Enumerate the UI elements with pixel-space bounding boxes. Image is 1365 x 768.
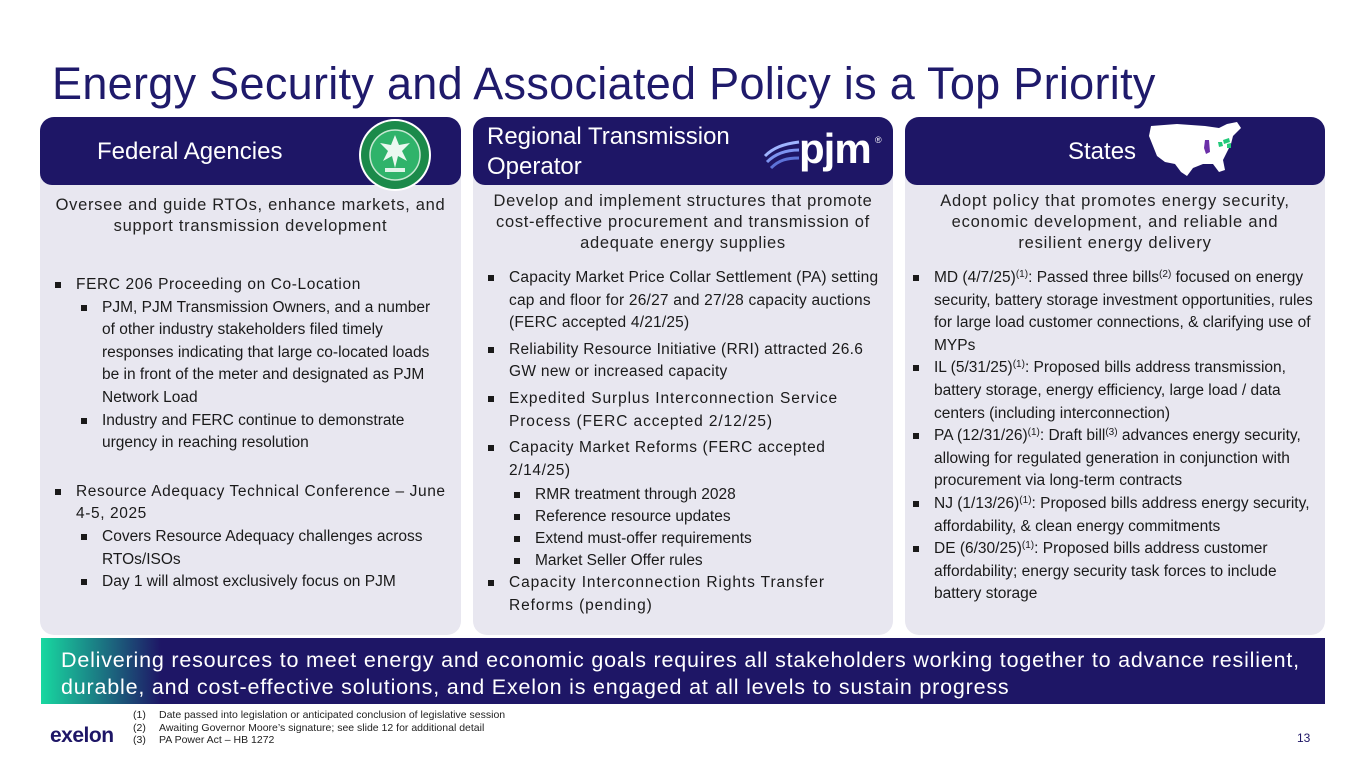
footnote: (1) Date passed into legislation or anticipated conclusion of legislative session [133,709,506,721]
regional-transmission-header [473,117,893,185]
list-item: Capacity Market Reforms (FERC accepted 2/14/25) RMR treatment through 2028 Reference resource updates Extend must-offer requirements Market Seller Offer rules [487,437,887,572]
regional-transmission-subhead: Develop and implement structures that promote cost-effective procurement and transmission of adequate energy supplies [493,192,873,252]
regional-transmission-list [487,267,887,618]
states-header [905,117,1325,185]
pjm-logo [763,125,883,175]
list-item: MD $(4/7/25)^{(1)}$: Passed three bills$^{(2)}$ focused on energy security, battery storage investment opportunities, rules for large load customer connections, & clarifying use of MYPs [912,267,1325,357]
federal-agencies-panel [40,117,461,635]
list-item: Covers Resource Adequacy challenges across RTOs/ISOs [80,526,453,571]
summary-banner [41,638,1325,704]
pjm-swoosh-icon [763,132,803,172]
list-item: Industry and FERC continue to demonstrate urgency in reaching resolution [80,410,453,455]
list-item: Market Seller Offer rules [513,550,887,572]
list-item: PA $(12/31/26)^{(1)}$: Draft bill$^{(3)}$ advances energy security, allowing for regulated generation in conjunction with procurement via long-term contracts [912,425,1325,493]
states-subhead: Adopt policy that promotes energy security, economic development, and reliable and resilient energy delivery [940,192,1290,252]
list-item: IL $(5/31/25)^{(1)}$: Proposed bills address transmission, battery storage, energy efficiency, large load / data centers (including interconnection) [912,357,1325,425]
pjm-wordmark: pjm [799,125,871,172]
federal-agencies-subhead: Oversee and guide RTOs, enhance markets, and support transmission development [55,196,446,235]
list-item: DE $(6/30/25)^{(1)}$: Proposed bills address customer affordability; energy security task forces to include battery storage [912,538,1325,606]
states-title: States [1068,138,1137,165]
us-map-icon [1147,118,1247,182]
regional-transmission-panel [473,117,893,635]
footnote: (2) Awaiting Governor Moore’s signature; see slide 12 for additional detail [133,721,485,734]
page-number: 13 [1297,731,1311,745]
federal-agencies-title: Federal Agencies [97,138,283,165]
federal-agencies-header [40,117,461,185]
states-list [912,267,1325,606]
slide-title: Energy Security and Associated Policy is a Top Priority [52,58,1156,109]
regional-transmission-title: Regional Transmission Operator [487,123,730,180]
list-item: FERC 206 Proceeding on Co-Location PJM, PJM Transmission Owners, and a number of other industry stakeholders filed timely responses indicating that large co-located loads be in front of the meter and designated as PJM Network Load Industry and FERC continue to demonstrate urgency in reaching resolution [54,274,453,455]
list-item: Day 1 will almost exclusively focus on PJM [80,571,453,594]
list-item: NJ $(1/13/26)^{(1)}$: Proposed bills address energy security, affordability, & clean energy commitments [912,493,1325,538]
list-item: PJM, PJM Transmission Owners, and a number of other industry stakeholders filed timely responses indicating that large co-located loads be in front of the meter and designated as PJM Network Load [80,297,453,410]
list-item: Capacity Interconnection Rights Transfer Reforms (pending) [487,572,887,617]
states-panel [905,117,1325,635]
pjm-registered-mark: ® [875,135,882,145]
list-item: Expedited Surplus Interconnection Service Process (FERC accepted 2/12/25) [487,388,887,433]
footnotes [133,709,505,747]
list-item: Extend must-offer requirements [513,528,887,550]
federal-agencies-list [54,274,453,594]
list-item: RMR treatment through 2028 [513,484,887,506]
summary-banner-text: Delivering resources to meet energy and economic goals requires all stakeholders working together to advance resilient, durable, and cost-effective solutions, and Exelon is engaged at all levels to sustain progress [61,648,1300,699]
list-item: Reliability Resource Initiative (RRI) attracted 26.6 GW new or increased capacity [487,339,887,384]
list-item: Reference resource updates [513,506,887,528]
footnote: (3) PA Power Act – HB 1272 [133,734,275,746]
ferc-seal-icon [358,118,432,192]
list-item: Capacity Market Price Collar Settlement (PA) setting cap and floor for 26/27 and 27/28 capacity auctions (FERC accepted 4/21/25) [487,267,887,335]
exelon-logo: exelon [50,724,114,747]
list-item: Resource Adequacy Technical Conference – June 4-5, 2025 Covers Resource Adequacy challenges across RTOs/ISOs Day 1 will almost exclusively focus on PJM [54,481,453,594]
